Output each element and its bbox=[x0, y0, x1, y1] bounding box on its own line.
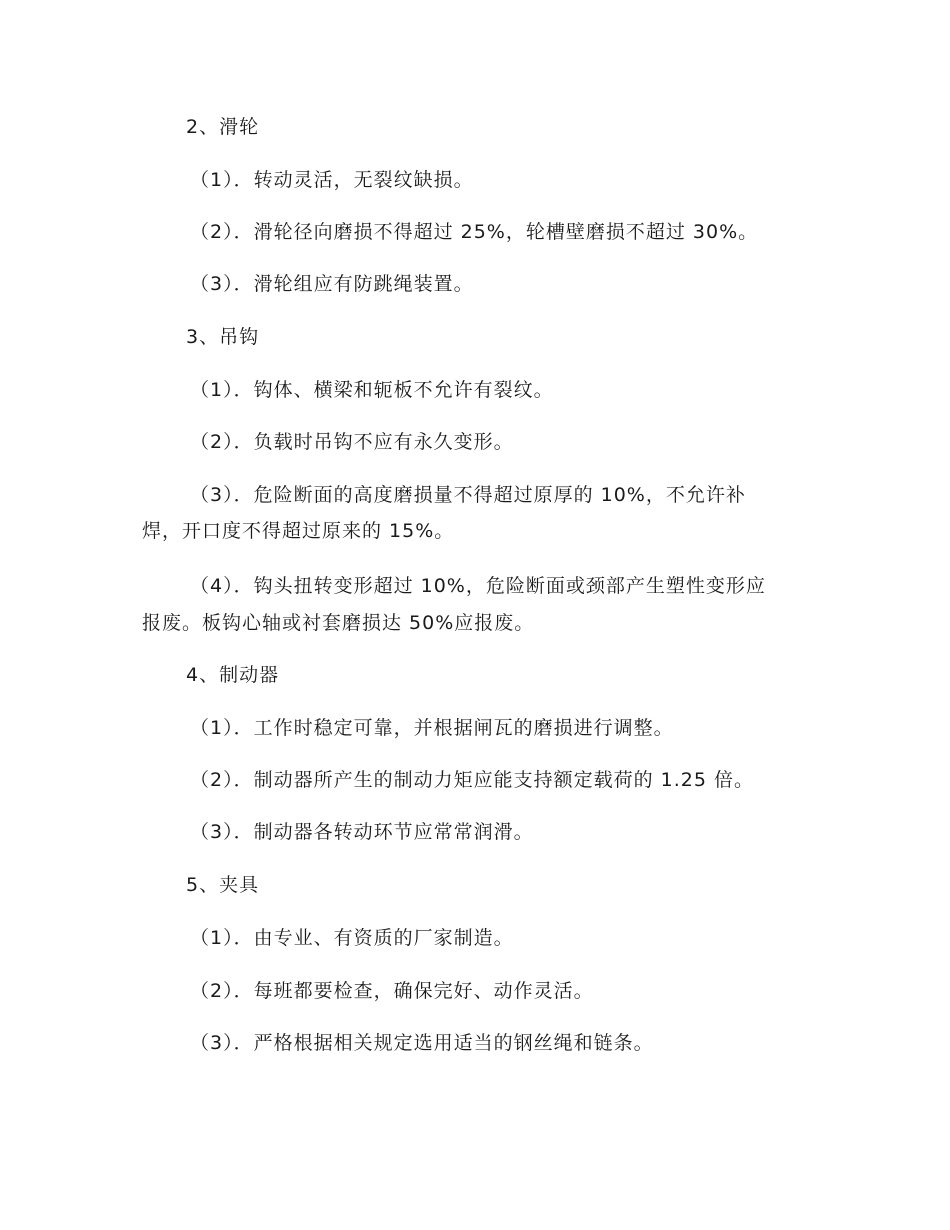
hook-item-3: （3）．危险断面的高度磨损量不得超过原厚的 10%，不允许补 bbox=[190, 484, 746, 506]
clamp-item-2: （2）．每班都要检查，确保完好、动作灵活。 bbox=[190, 980, 594, 1002]
hook-item-4: （4）．钩头扭转变形超过 10%，危险断面或颈部产生塑性变形应 bbox=[190, 575, 766, 597]
clamp-item-1: （1）．由专业、有资质的厂家制造。 bbox=[190, 927, 514, 949]
section-heading-brake: 4、制动器 bbox=[186, 664, 280, 686]
section-heading-hook: 3、吊钩 bbox=[186, 326, 260, 348]
pulley-item-2: （2）．滑轮径向磨损不得超过 25%，轮槽壁磨损不超过 30%。 bbox=[190, 221, 759, 243]
pulley-item-3: （3）．滑轮组应有防跳绳装置。 bbox=[190, 273, 474, 295]
hook-item-3-continued: 焊，开口度不得超过原来的 15%。 bbox=[142, 520, 455, 542]
section-heading-pulley: 2、滑轮 bbox=[186, 116, 260, 138]
brake-item-1: （1）．工作时稳定可靠，并根据闸瓦的磨损进行调整。 bbox=[190, 717, 674, 739]
pulley-item-1: （1）．转动灵活，无裂纹缺损。 bbox=[190, 169, 474, 191]
hook-item-4-continued: 报废。板钩心轴或衬套磨损达 50%应报废。 bbox=[142, 612, 535, 634]
brake-item-2: （2）．制动器所产生的制动力矩应能支持额定载荷的 1.25 倍。 bbox=[190, 769, 754, 791]
clamp-item-3: （3）．严格根据相关规定选用适当的钢丝绳和链条。 bbox=[190, 1032, 654, 1054]
hook-item-2: （2）．负载时吊钩不应有永久变形。 bbox=[190, 431, 514, 453]
section-heading-clamp: 5、夹具 bbox=[186, 874, 260, 896]
hook-item-1: （1）．钩体、横梁和轭板不允许有裂纹。 bbox=[190, 379, 554, 401]
brake-item-3: （3）．制动器各转动环节应常常润滑。 bbox=[190, 821, 534, 843]
